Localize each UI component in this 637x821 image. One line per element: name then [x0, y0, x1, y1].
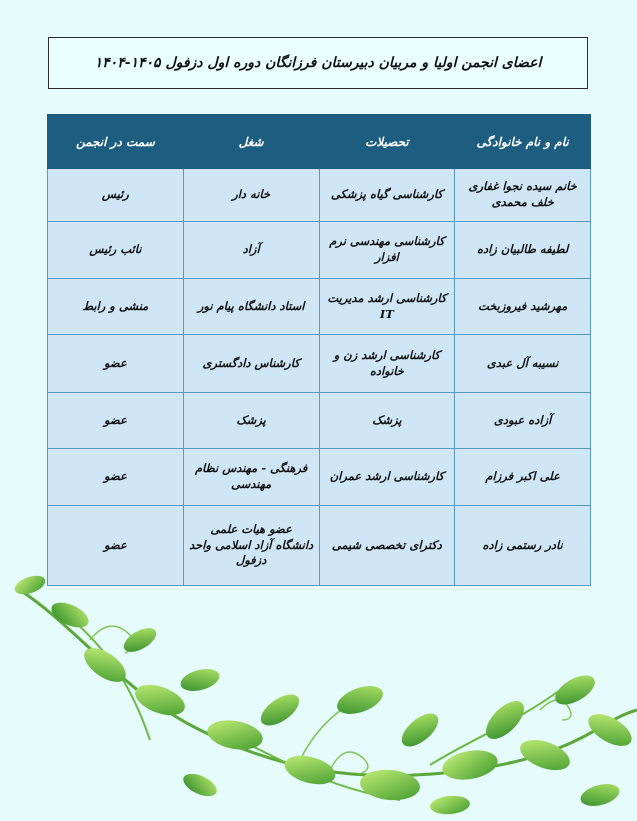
cell-name: آزاده عبودی — [455, 393, 591, 449]
title-box — [48, 37, 588, 89]
header-job: شغل — [183, 115, 319, 169]
table-row — [48, 393, 591, 449]
cell-job: کارشناس دادگستری — [183, 335, 319, 393]
cell-name: خانم سیده نجوا غفاری خلف محمدی — [455, 169, 591, 222]
cell-education: کارشناسی مهندسی نرم افزار — [319, 222, 455, 279]
cell-role: نائب رئیس — [48, 222, 184, 279]
cell-education: کارشناسی ارشد زن و خانواده — [319, 335, 455, 393]
cell-name: لطیفه طالبیان زاده — [455, 222, 591, 279]
page-title: اعضای انجمن اولیا و مربیان دبیرستان فرزانگان دوره اول دزفول ۱۴۰۵-۱۴۰۴ — [94, 55, 542, 71]
cell-role: عضو — [48, 449, 184, 506]
cell-role: عضو — [48, 506, 184, 586]
cell-education: کارشناسی ارشد عمران — [319, 449, 455, 506]
cell-name: مهرشید فیروزبخت — [455, 279, 591, 335]
table-row — [48, 222, 591, 279]
table-row — [48, 169, 591, 222]
cell-name: علی اکبر فرزام — [455, 449, 591, 506]
cell-job: استاد دانشگاه پیام نور — [183, 279, 319, 335]
header-role: سمت در انجمن — [48, 115, 184, 169]
table-header-row — [48, 115, 591, 169]
table-row — [48, 279, 591, 335]
cell-education: دکترای تخصصی شیمی — [319, 506, 455, 586]
header-education: تحصیلات — [319, 115, 455, 169]
cell-name: نادر رستمی زاده — [455, 506, 591, 586]
cell-role: منشی و رابط — [48, 279, 184, 335]
cell-education: کارشناسی ارشد مدیریت IT — [319, 279, 455, 335]
cell-education: پزشک — [319, 393, 455, 449]
table-row — [48, 335, 591, 393]
cell-job: آزاد — [183, 222, 319, 279]
members-table — [47, 114, 591, 586]
cell-job: فرهنگی - مهندس نظام مهندسی — [183, 449, 319, 506]
cell-job-line-2: دانشگاه آزاد اسلامی واحد دزفول — [189, 537, 314, 568]
cell-job: خانه دار — [183, 169, 319, 222]
cell-role: عضو — [48, 393, 184, 449]
cell-education: کارشناسی گیاه پزشکی — [319, 169, 455, 222]
table-row — [48, 449, 591, 506]
cell-name: نسیبه آل عبدی — [455, 335, 591, 393]
cell-role: رئیس — [48, 169, 184, 222]
cell-job-line-1: عضو هیات علمی — [210, 522, 292, 537]
cell-job: پزشک — [183, 393, 319, 449]
vine-leaves-decoration — [0, 570, 637, 821]
header-name: نام و نام خانوادگی — [455, 115, 591, 169]
cell-role: عضو — [48, 335, 184, 393]
